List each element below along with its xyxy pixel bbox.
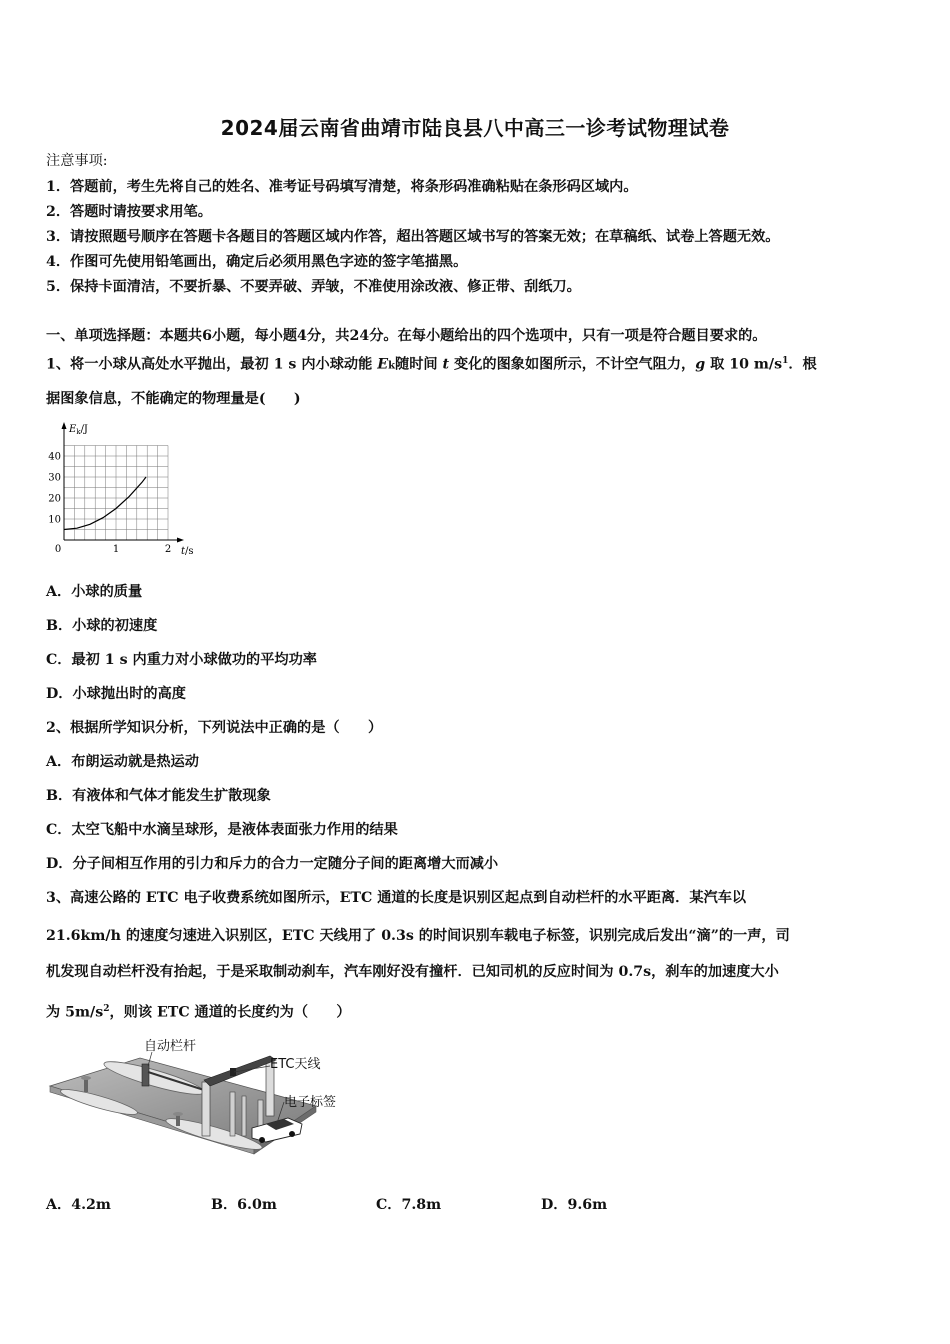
q2-option-c: C．太空飞船中水滴呈球形，是液体表面张力作用的结果 [46,822,398,838]
car-wheel-rear [289,1131,295,1137]
q1-option-c: C．最初 1 s 内重力对小球做功的平均功率 [46,652,317,668]
page-title: 2024届云南省曲靖市陆良县八中高三一诊考试物理试卷 [220,116,730,140]
lane-post-1 [84,1078,88,1092]
q2-option-d: D．分子间相互作用的引力和斥力的合力一定随分子间的距离增大而减小 [46,856,499,872]
q3-option-a: A．4.2m [46,1197,111,1213]
q1-g-symbol: g [695,356,706,373]
q2-option-a: A．布朗运动就是热运动 [46,754,199,770]
x-axis-arrow [177,538,184,543]
lane-post-2-cap [173,1112,183,1116]
y-tick-label: 20 [48,493,61,505]
q1-text-a: 1、将一小球从高处水平抛出，最初 1 s 内小球动能 [46,356,378,373]
notice-item-5: 5．保持卡面清洁，不要折暴、不要弄破、弄皱，不准使用涂改液、修正带、刮纸刀。 [46,279,581,295]
booth-pole-2 [242,1096,246,1136]
q3-stem-line-2: 21.6km/h 的速度匀速进入识别区，ETC 天线用了 0.3s 的时间识别车载电子标签，识别完成后发出“滴”的一声，司 [46,928,790,944]
q1-stem-line-2: 据图象信息，不能确定的物理量是( ) [46,391,301,407]
y-tick-label: 10 [48,514,61,526]
x-tick-label: 2 [164,544,172,555]
q1-superscript: 1 [782,356,789,366]
ek-curve-line [64,477,146,530]
x-tick-label: 1 [112,544,120,555]
y-tick-label: 30 [48,472,61,484]
q1-ek-subscript: k [388,360,396,372]
lane-post-1-cap [81,1076,91,1080]
q1-text-d: 取 10 m/s [705,356,783,373]
gate-label: 自动栏杆 [144,1039,197,1054]
gate-housing [142,1064,149,1086]
tag-label: 电子标签 [284,1095,337,1110]
q1-text-b: 随时间 [395,356,443,373]
etc-lane-illustration [44,1030,364,1160]
y-axis-arrow [62,422,67,429]
q1-t-symbol: t [442,356,450,373]
antenna-label: ETC天线 [270,1057,321,1072]
notice-item-1: 1．答题前，考生先将自己的姓名、准考证号码填写清楚，将条形码准确粘贴在条形码区域内。 [46,179,638,195]
notice-item-3: 3．请按照题号顺序在答题卡各题目的答题区域内作答，超出答题区域书写的答案无效；在草稿纸、试卷上答题无效。 [46,229,780,245]
x-tick-label: 0 [54,544,62,555]
q2-option-b: B．有液体和气体才能发生扩散现象 [46,788,271,804]
car-wheel-front [259,1137,265,1143]
q1-option-d: D．小球抛出时的高度 [46,686,186,702]
q3-option-b: B．6.0m [211,1197,277,1213]
q3-text-a: 为 5m/s [46,1004,104,1021]
q1-text-c: 变化的图象如图所示，不计空气阻力， [449,356,696,373]
q3-stem-line-1: 3、高速公路的 ETC 电子收费系统如图所示，ETC 通道的长度是识别区起点到自动栏杆的水平距离．某汽车以 [46,890,747,906]
q1-option-b: B．小球的初速度 [46,618,158,634]
notice-item-2: 2．答题时请按要求用笔。 [46,204,212,220]
chart-tick-labels [48,452,171,556]
chart-grid [64,446,168,541]
gantry-pillar-left [202,1082,210,1136]
q2-stem: 2、根据所学知识分析，下列说法中正确的是（ ） [46,720,383,736]
y-tick-label: 40 [48,451,61,463]
notice-heading: 注意事项: [46,153,108,169]
q1-option-a: A．小球的质量 [46,584,143,600]
x-axis-label: t/s [181,546,194,557]
section-heading: 一、单项选择题：本题共6小题，每小题4分，共24分。在每小题给出的四个选项中，只有一项是符合题目要求的。 [46,328,767,344]
q3-option-d: D．9.6m [541,1197,608,1213]
q1-ek-symbol: E [377,356,389,373]
q3-superscript: 2 [103,1004,110,1014]
q3-stem-line-4 [46,999,351,1023]
q1-text-e: ．根 [788,356,817,373]
ek-time-chart [40,418,210,566]
q3-option-c: C．7.8m [376,1197,442,1213]
q3-text-b: ，则该 ETC 通道的长度约为（ ） [109,1004,351,1021]
q1-stem-line-1 [46,351,817,377]
y-axis-label: $E_k/J$ [69,424,88,436]
booth-pole-1 [230,1092,235,1136]
notice-item-4: 4．作图可先使用铅笔画出，确定后必须用黑色字迹的签字笔描黑。 [46,254,468,270]
q3-stem-line-3: 机发现自动栏杆没有抬起，于是采取制动刹车，汽车刚好没有撞杆．已知司机的反应时间为 0.7s，刹车的加速度大小 [46,964,779,980]
